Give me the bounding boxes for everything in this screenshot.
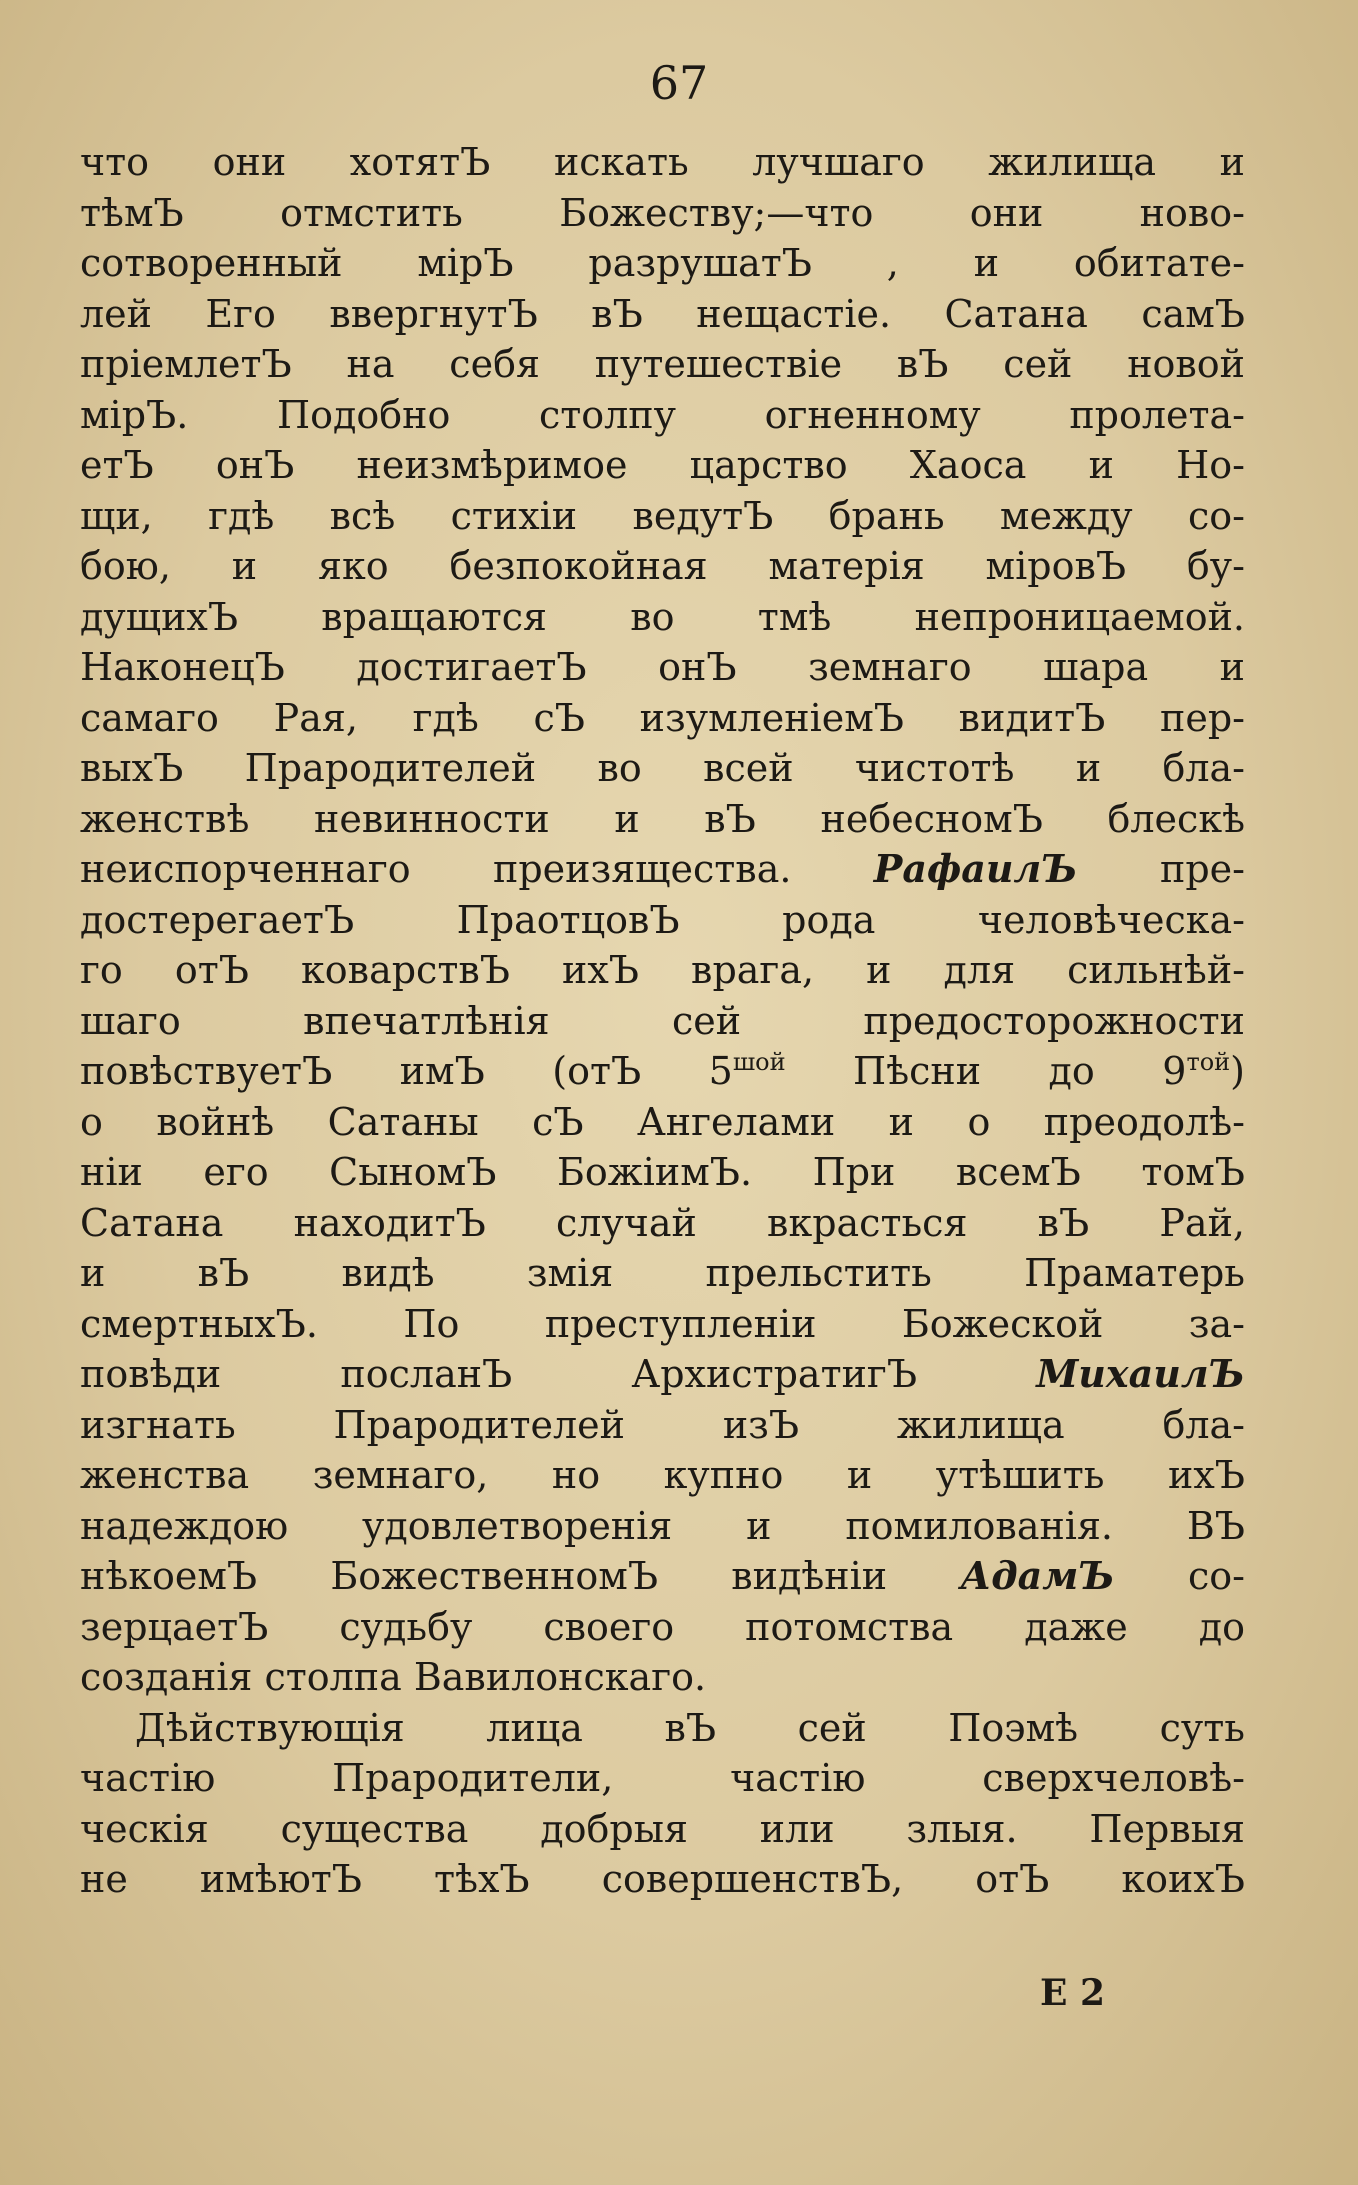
line-text: нѣкоемЪ БожественномЪ видѣніи <box>80 1554 961 1598</box>
signature-mark: Е 2 <box>1040 1972 1106 2014</box>
page-number: 67 <box>649 56 709 110</box>
text-line: Сатана находитЪ случай вкрасться вЪ Рай, <box>80 1200 1245 1245</box>
text-line: тѣмЪ отмстить Божеству;—что они ново- <box>80 190 1245 235</box>
text-line <box>80 1046 1245 1097</box>
text-line <box>80 1551 1245 1602</box>
text-line: изгнать Прародителей изЪ жилища бла- <box>80 1402 1245 1447</box>
text-line: самаго Рая, гдѣ сЪ изумленіемЪ видитЪ пер- <box>80 695 1245 740</box>
text-line: мірЪ. Подобно столпу огненному пролета- <box>80 392 1245 437</box>
body-text <box>80 137 1245 1905</box>
text-line: ніи его СыномЪ БожіимЪ. При всемЪ томЪ <box>80 1150 1245 1194</box>
text-line <box>80 1349 1245 1400</box>
name-adam: АдамЪ <box>960 1553 1115 1598</box>
text-line: шаго впечатлѣнія сей предосторожности <box>80 998 1245 1043</box>
text-line: не имѣютЪ тѣхЪ совершенствЪ, отЪ коихЪ <box>80 1857 1245 1901</box>
text-line: НаконецЪ достигаетЪ онЪ земнаго шара и <box>80 645 1245 689</box>
text-line: етЪ онЪ неизмѣримое царство Хаоса и Но- <box>80 443 1245 487</box>
text-line: пріемлетЪ на себя путешествіе вЪ сей новой <box>80 342 1245 386</box>
line-text: Пѣсни до 9 <box>785 1049 1187 1093</box>
text-line: достерегаетЪ ПраотцовЪ рода человѣческа- <box>80 897 1245 942</box>
name-raphael: РафаилЪ <box>873 846 1078 891</box>
text-line: зерцаетЪ судьбу своего потомства даже до <box>80 1604 1245 1649</box>
text-line: смертныхЪ. По преступленіи Божеской за- <box>80 1301 1245 1346</box>
text-line: сотворенный мірЪ разрушатЪ , и обитате- <box>80 241 1245 285</box>
text-line: и вЪ видѣ змія прельстить Праматерь <box>80 1251 1245 1295</box>
name-michael: МихаилЪ <box>1036 1351 1245 1396</box>
line-text: ) <box>1230 1049 1245 1093</box>
text-line: женствѣ невинности и вЪ небесномЪ блескѣ <box>80 796 1245 841</box>
text-line: надеждою удовлетворенія и помилованія. ВЪ <box>80 1503 1245 1548</box>
text-line: о войнѣ Сатаны сЪ Ангелами и о преодолѣ- <box>80 1099 1245 1144</box>
line-text: пре- <box>1077 847 1245 891</box>
line-text: повѣди посланЪ АрхистратигЪ <box>80 1352 1037 1396</box>
text-line: бою, и яко безпокойная матерія міровЪ бу- <box>80 544 1245 588</box>
text-line: лей Его ввергнутЪ вЪ нещастіе. Сатана самЪ <box>80 291 1245 336</box>
text-line <box>80 844 1245 895</box>
text-line: Дѣйствующія лица вЪ сей Поэмѣ суть <box>135 1705 1245 1750</box>
text-line: выхЪ Прародителей во всей чистотѣ и бла- <box>80 746 1245 790</box>
line-text: неиспорченнаго преизящества. <box>80 847 874 891</box>
line-text: повѣствуетЪ имЪ (отЪ 5 <box>80 1049 733 1093</box>
ordinal-superscript: той <box>1186 1048 1231 1076</box>
text-line: го отЪ коварствЪ ихЪ врага, и для сильнѣй- <box>80 948 1245 992</box>
text-line: женства земнаго, но купно и утѣшить ихЪ <box>80 1453 1245 1497</box>
line-text: со- <box>1114 1554 1245 1598</box>
ordinal-superscript: шой <box>732 1048 786 1076</box>
text-line: частію Прародители, частію сверхчеловѣ- <box>80 1756 1245 1800</box>
text-line: дущихЪ вращаются во тмѣ непроницаемой. <box>80 594 1245 639</box>
text-line: ческія существа добрыя или злыя. Первыя <box>80 1806 1245 1851</box>
text-line: созданія столпа Вавилонскаго. <box>80 1655 707 1699</box>
text-line: что они хотятЪ искать лучшаго жилища и <box>80 140 1245 184</box>
text-line: щи, гдѣ всѣ стихіи ведутЪ брань между со- <box>80 493 1245 538</box>
